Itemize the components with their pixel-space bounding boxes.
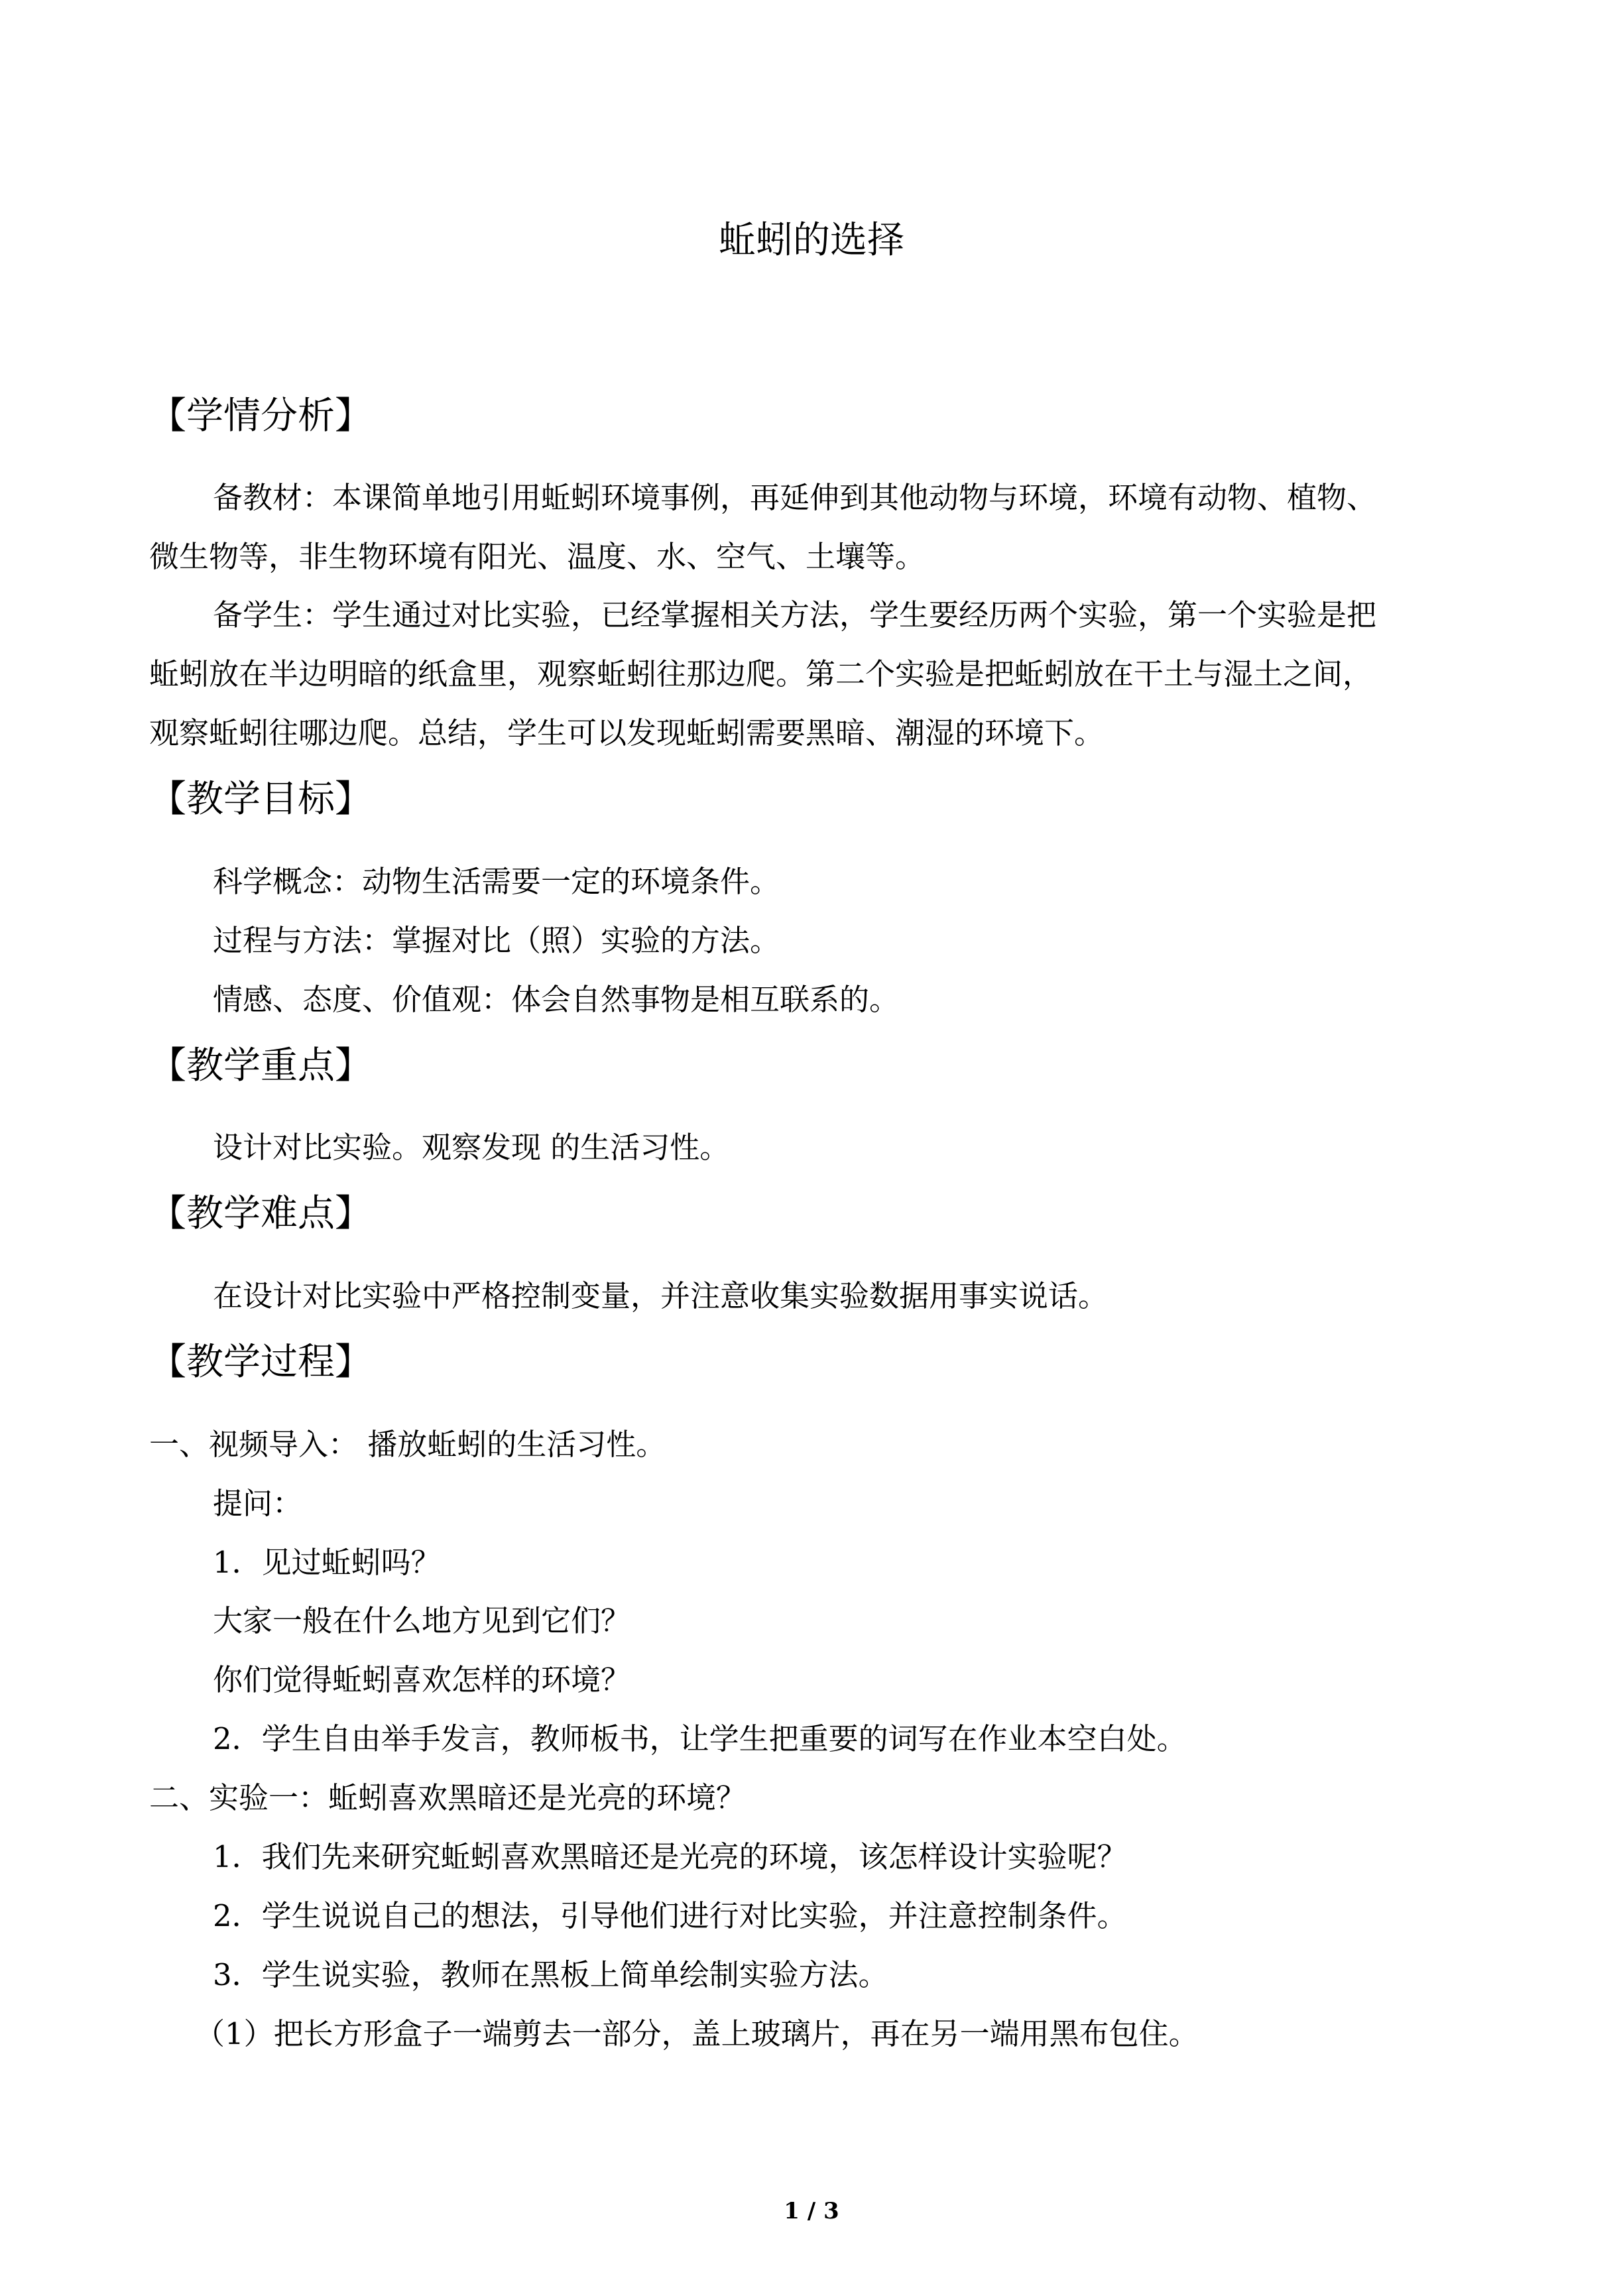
process-part1-title: 一、视频导入： 播放蚯蚓的生活习性。 bbox=[149, 1427, 666, 1462]
goal-item-1: 科学概念：动物生活需要一定的环境条件。 bbox=[213, 864, 780, 899]
goal-item-2: 过程与方法：掌握对比（照）实验的方法。 bbox=[213, 923, 780, 958]
process-part2-step3: 3．学生说实验，教师在黑板上简单绘制实验方法。 bbox=[213, 1957, 888, 1992]
process-part1-ask: 提问： bbox=[213, 1486, 303, 1521]
analysis-p1-line2: 微生物等，非生物环境有阳光、温度、水、空气、土壤等。 bbox=[149, 539, 926, 574]
process-part1-q1: 1．见过蚯蚓吗？ bbox=[213, 1545, 441, 1580]
process-part2-step2: 2．学生说说自己的想法，引导他们进行对比实验，并注意控制条件。 bbox=[213, 1898, 1127, 1933]
process-part2-step1: 1．我们先来研究蚯蚓喜欢黑暗还是光亮的环境，该怎样设计实验呢？ bbox=[213, 1839, 1127, 1874]
heading-process: 【教学过程】 bbox=[149, 1341, 372, 1384]
page-number: 1 / 3 bbox=[784, 2198, 839, 2224]
heading-goals: 【教学目标】 bbox=[149, 778, 372, 821]
process-part1-q4: 2．学生自由举手发言，教师板书，让学生把重要的词写在作业本空白处。 bbox=[213, 1721, 1187, 1756]
analysis-p2-line1: 备学生：学生通过对比实验，已经掌握相关方法，学生要经历两个实验，第一个实验是把 bbox=[213, 597, 1377, 633]
process-part2-title: 二、实验一：蚯蚓喜欢黑暗还是光亮的环境？ bbox=[149, 1780, 747, 1815]
process-part1-q2: 大家一般在什么地方见到它们？ bbox=[213, 1603, 631, 1638]
key-points-text: 设计对比实验。观察发现 的生活习性。 bbox=[213, 1130, 730, 1165]
heading-difficulties: 【教学难点】 bbox=[149, 1192, 372, 1235]
analysis-p1-line1: 备教材：本课简单地引用蚯蚓环境事例，再延伸到其他动物与环境，环境有动物、植物、 bbox=[213, 480, 1377, 515]
difficulties-text: 在设计对比实验中严格控制变量，并注意收集实验数据用事实说话。 bbox=[213, 1278, 1109, 1313]
process-part2-step4: （1）把长方形盒子一端剪去一部分，盖上玻璃片，再在另一端用黑布包住。 bbox=[195, 2016, 1199, 2051]
heading-key-points: 【教学重点】 bbox=[149, 1044, 372, 1087]
analysis-p2-line2: 蚯蚓放在半边明暗的纸盒里，观察蚯蚓往那边爬。第二个实验是把蚯蚓放在干土与湿土之间， bbox=[149, 656, 1373, 692]
document-title: 蚯蚓的选择 bbox=[719, 219, 904, 262]
analysis-p2-line3: 观察蚯蚓往哪边爬。总结，学生可以发现蚯蚓需要黑暗、潮湿的环境下。 bbox=[149, 715, 1105, 751]
heading-analysis: 【学情分析】 bbox=[149, 394, 372, 438]
process-part1-q3: 你们觉得蚯蚓喜欢怎样的环境？ bbox=[213, 1662, 631, 1697]
goal-item-3: 情感、态度、价值观：体会自然事物是相互联系的。 bbox=[213, 982, 900, 1017]
